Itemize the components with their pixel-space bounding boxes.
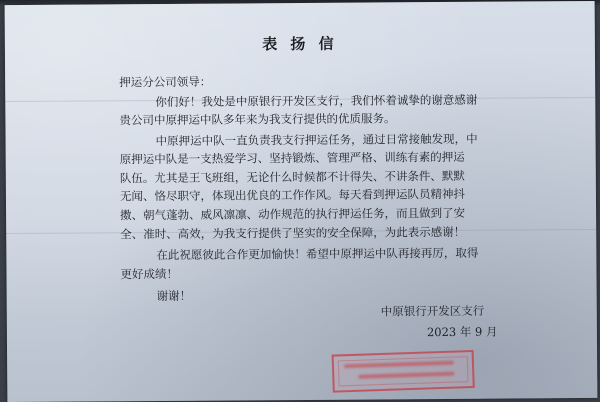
letter-date: 2023 年 9 月 (426, 324, 498, 340)
body-line: 你们好！我处是中原银行开发区支行，我们怀着诚挚的谢意感谢 (155, 92, 478, 110)
letter-paper (5, 1, 598, 402)
letter-signature: 中原银行开发区支行 (380, 303, 485, 319)
letter-salutation: 押运分公司领导： (119, 74, 212, 90)
body-line: 全、准时、高效，为我支行提供了坚实的安全保障，为此表示感谢！ (120, 224, 466, 242)
letter-title: 表 扬 信 (262, 34, 338, 54)
body-line: 队伍。尤其是王飞班组，无论什么时候都不计得失、不讲条件、默默 (119, 168, 465, 186)
body-line: 在此祝愿彼此合作更加愉快！希望中原押运中队再接再厉，取得 (156, 245, 479, 263)
body-line: 擞、朝气蓬勃、威风凛凛、动作规范的执行押运任务，而且做到了安 (120, 205, 466, 223)
body-line: 原押运中队是一支热爱学习、坚持锻炼、管理严格、训练有素的押运 (119, 149, 465, 167)
body-line: 贵公司中原押运中队多年来为我支行提供的优质服务。 (119, 111, 396, 128)
official-seal-stamp (332, 350, 475, 393)
letter-closing: 谢谢！ (156, 288, 192, 304)
body-line: 中原押运中队一直负责我支行押运任务，通过日常接触发现，中 (155, 131, 478, 149)
body-line: 更好成绩！ (120, 266, 179, 282)
body-line: 无闻、恪尽职守，体现出优良的工作作风。每天看到押运队员精神抖 (119, 186, 465, 204)
